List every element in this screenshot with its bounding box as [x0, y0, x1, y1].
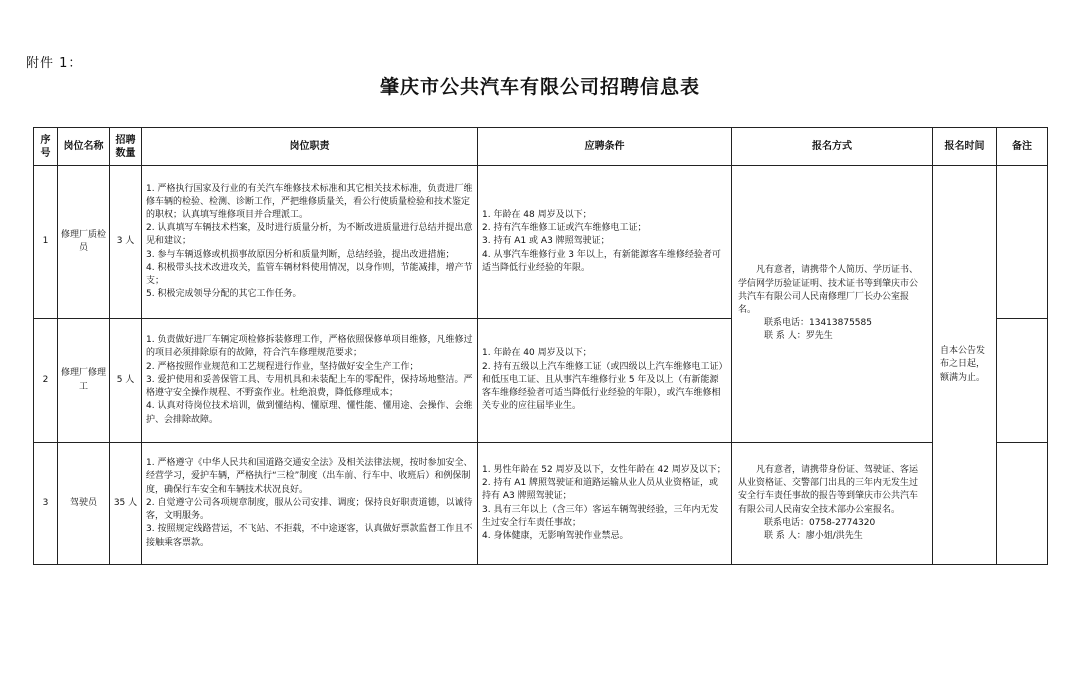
header-time: 报名时间 — [933, 128, 997, 166]
row-position: 修理厂质检员 — [58, 166, 110, 319]
duty-item: 5. 积极完成领导分配的其它工作任务。 — [146, 289, 302, 300]
row-count: 5 人 — [110, 319, 142, 443]
header-duties: 岗位职责 — [142, 128, 478, 166]
registration-method-a — [732, 166, 933, 443]
requirement-item: 4. 从事汽车维修行业 3 年以上，有新能源客车维修经验者可适当降低行业经验的年限。 — [482, 249, 721, 273]
row-no: 2 — [34, 319, 58, 443]
header-count: 招聘数量 — [110, 128, 142, 166]
registration-contact: 联 系 人：廖小姐/洪先生 — [764, 530, 863, 541]
duty-item: 4. 认真对待岗位技术培训，做到懂结构、懂原理、懂性能、懂用途、会操作、会维护、会排除故障。 — [146, 401, 473, 425]
attachment-label: 附件 1： — [26, 56, 83, 71]
duty-item: 1. 严格执行国家及行业的有关汽车维修技术标准和其它相关技术标准，负责进厂维修车辆的检验、检测、诊断工作，严把维修质量关，看公行使质量检验和技术鉴定的职权；认真填写维修项目并合理派工。 — [146, 183, 473, 220]
registration-text: 凡有意者，请携带个人简历、学历证书、学信网学历验证证明、技术证书等到肇庆市公共汽车有限公司人民南修理厂厂长办公室报名。 — [738, 265, 919, 315]
row-count: 35 人 — [110, 443, 142, 565]
table-row — [34, 166, 1048, 319]
registration-phone: 联系电话：13413875585 — [764, 318, 872, 329]
row-duties — [142, 319, 478, 443]
row-no: 1 — [34, 166, 58, 319]
registration-contact: 联 系 人：罗先生 — [764, 331, 833, 342]
requirement-item: 2. 持有五级以上汽车维修工证（或四级以上汽车维修电工证）和低压电工证、且从事汽车维修行业 5 年及以上（有新能源客车维修经验者可适当降低行业经验的年限），或汽车维修相关专业的应往届毕业生。 — [482, 361, 723, 412]
header-requirements: 应聘条件 — [478, 128, 732, 166]
requirement-item: 3. 具有三年以上（含三年）客运车辆驾驶经验，三年内无发生过安全行车责任事故； — [482, 504, 719, 528]
duty-item: 2. 自觉遵守公司各项规章制度，服从公司安排、调度；保持良好职责道德，以诚待客，文明服务。 — [146, 497, 473, 522]
requirement-item: 2. 持有汽车维修工证或汽车维修电工证； — [482, 223, 647, 234]
duty-item: 1. 负责做好进厂车辆定项检修拆装修理工作，严格依照保修单项目维修，凡维修过的项目必须排除原有的故障，符合汽车修理规范要求； — [146, 335, 473, 359]
row-requirements — [478, 443, 732, 565]
requirement-item: 1. 年龄在 48 周岁及以下； — [482, 209, 592, 220]
header-no: 序号 — [34, 128, 58, 166]
row-no: 3 — [34, 443, 58, 565]
page-title: 肇庆市公共汽车有限公司招聘信息表 — [379, 76, 700, 98]
duty-item: 4. 积极带头技术改进攻关，监管车辆材料使用情况，以身作则，节能减排，增产节支； — [146, 262, 473, 286]
row-duties — [142, 443, 478, 565]
row-note — [997, 319, 1048, 443]
requirement-item: 1. 年龄在 40 周岁及以下； — [482, 348, 592, 359]
duty-item: 2. 认真填写车辆技术档案，及时进行质量分析，为不断改进质量进行总结并提出意见和建议； — [146, 223, 473, 247]
registration-phone: 联系电话：0758-2774320 — [764, 517, 876, 528]
duty-item: 3. 参与车辆返修或机损事故原因分析和质量判断，总结经验，提出改进措施； — [146, 249, 455, 260]
recruitment-table — [33, 127, 1048, 565]
duty-item: 3. 按照规定线路营运，不飞站、不拒载，不中途逐客，认真做好票款监督工作且不接触乘客票款。 — [146, 524, 473, 548]
row-duties — [142, 166, 478, 319]
row-note — [997, 166, 1048, 319]
table-row — [34, 443, 1048, 565]
row-position: 修理厂修理工 — [58, 319, 110, 443]
requirement-item: 1. 男性年龄在 52 周岁及以下，女性年龄在 42 周岁及以下； — [482, 464, 726, 475]
row-count: 3 人 — [110, 166, 142, 319]
row-position: 驾驶员 — [58, 443, 110, 565]
registration-time: 自本公告发布之日起，额满为止。 — [933, 166, 997, 565]
requirement-item: 2. 持有 A1 牌照驾驶证和道路运输从业人员从业资格证，或持有 A3 牌照驾驶证； — [482, 478, 719, 502]
requirement-item: 4. 身体健康，无影响驾驶作业禁忌。 — [482, 530, 629, 541]
registration-method-b — [732, 443, 933, 565]
header-position: 岗位名称 — [58, 128, 110, 166]
row-requirements — [478, 319, 732, 443]
registration-text: 凡有意者，请携带身份证、驾驶证、客运从业资格证、交警部门出具的三年内无发生过安全行车责任事故的报告等到肇庆市公共汽车有限公司人民南安全技术部办公室报名。 — [738, 464, 919, 515]
duty-item: 2. 严格按照作业规范和工艺规程进行作业，坚持做好安全生产工作； — [146, 361, 419, 372]
duty-item: 1. 严格遵守《中华人民共和国道路交通安全法》及相关法律法规，按时参加安全、经营学习，爱护车辆，严格执行“三检”制度（出车前、行车中、收班后）和例保制度，确保行车安全和车辆技术状况良好。 — [146, 458, 473, 495]
row-requirements — [478, 166, 732, 319]
row-note — [997, 443, 1048, 565]
header-note: 备注 — [997, 128, 1048, 166]
table-header-row — [34, 128, 1048, 166]
header-method: 报名方式 — [732, 128, 933, 166]
requirement-item: 3. 持有 A1 或 A3 牌照驾驶证； — [482, 236, 610, 247]
duty-item: 3. 爱护使用和妥善保管工具、专用机具和未装配上车的零配件，保持场地整洁。严格遵守安全操作规程、不野蛮作业。杜绝浪费，降低修理成本； — [146, 374, 473, 399]
